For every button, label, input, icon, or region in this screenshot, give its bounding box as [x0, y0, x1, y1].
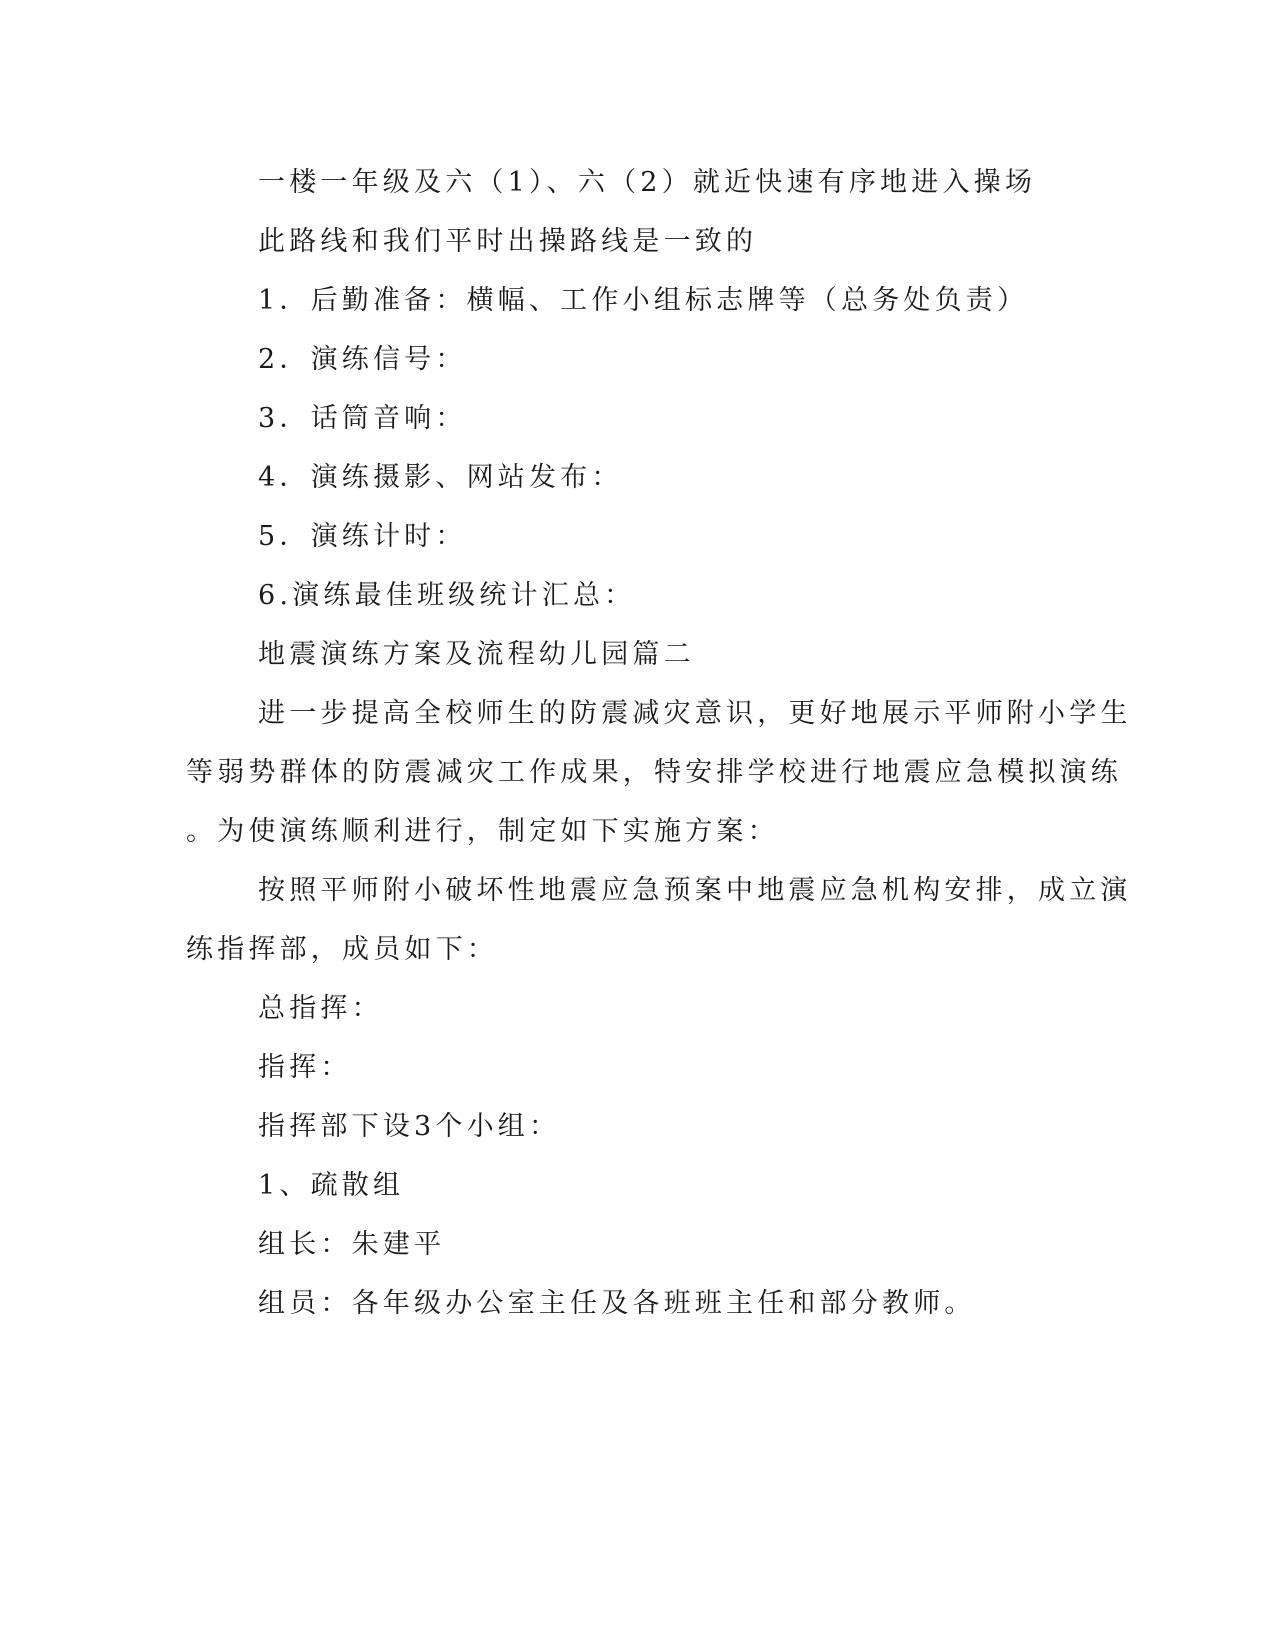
- field-group-members: 组员：各年级办公室主任及各班班主任和部分教师。: [258, 1288, 976, 1319]
- paragraph-purpose-line-2: 等弱势群体的防震减灾工作成果，特安排学校进行地震应急模拟演练: [186, 757, 1122, 788]
- paragraph-command-line-1: 按照平师附小破坏性地震应急预案中地震应急机构安排，成立演: [258, 875, 1132, 906]
- subgroup-evacuation-heading: 1、疏散组: [258, 1170, 405, 1201]
- paragraph-route-note: 此路线和我们平时出操路线是一致的: [258, 226, 758, 257]
- paragraph-purpose-line-3: 。为使演练顺利进行，制定如下实施方案：: [186, 816, 779, 847]
- paragraph-command-line-2: 练指挥部，成员如下：: [186, 934, 498, 965]
- list-item-photography-website: 4．演练摄影、网站发布：: [258, 462, 623, 493]
- paragraph-purpose-line-1: 进一步提高全校师生的防震减灾意识，更好地展示平师附小学生: [258, 698, 1132, 729]
- list-item-drill-signal: 2．演练信号：: [258, 344, 467, 375]
- list-item-best-class-summary: 6.演练最佳班级统计汇总：: [258, 580, 636, 611]
- field-group-leader: 组长：朱建平: [258, 1229, 446, 1260]
- field-commander: 指挥：: [258, 1052, 352, 1083]
- list-item-drill-timing: 5．演练计时：: [258, 521, 467, 552]
- paragraph-subgroups: 指挥部下设3个小组：: [258, 1111, 561, 1142]
- field-chief-commander: 总指挥：: [258, 993, 383, 1024]
- list-item-microphone-audio: 3．话筒音响：: [258, 403, 467, 434]
- section-heading: 地震演练方案及流程幼儿园篇二: [258, 639, 695, 670]
- list-item-logistics: 1．后勤准备：横幅、工作小组标志牌等（总务处负责）: [258, 285, 1029, 316]
- paragraph-evacuation-route: 一楼一年级及六（1）、六（2）就近快速有序地进入操场: [258, 167, 1037, 198]
